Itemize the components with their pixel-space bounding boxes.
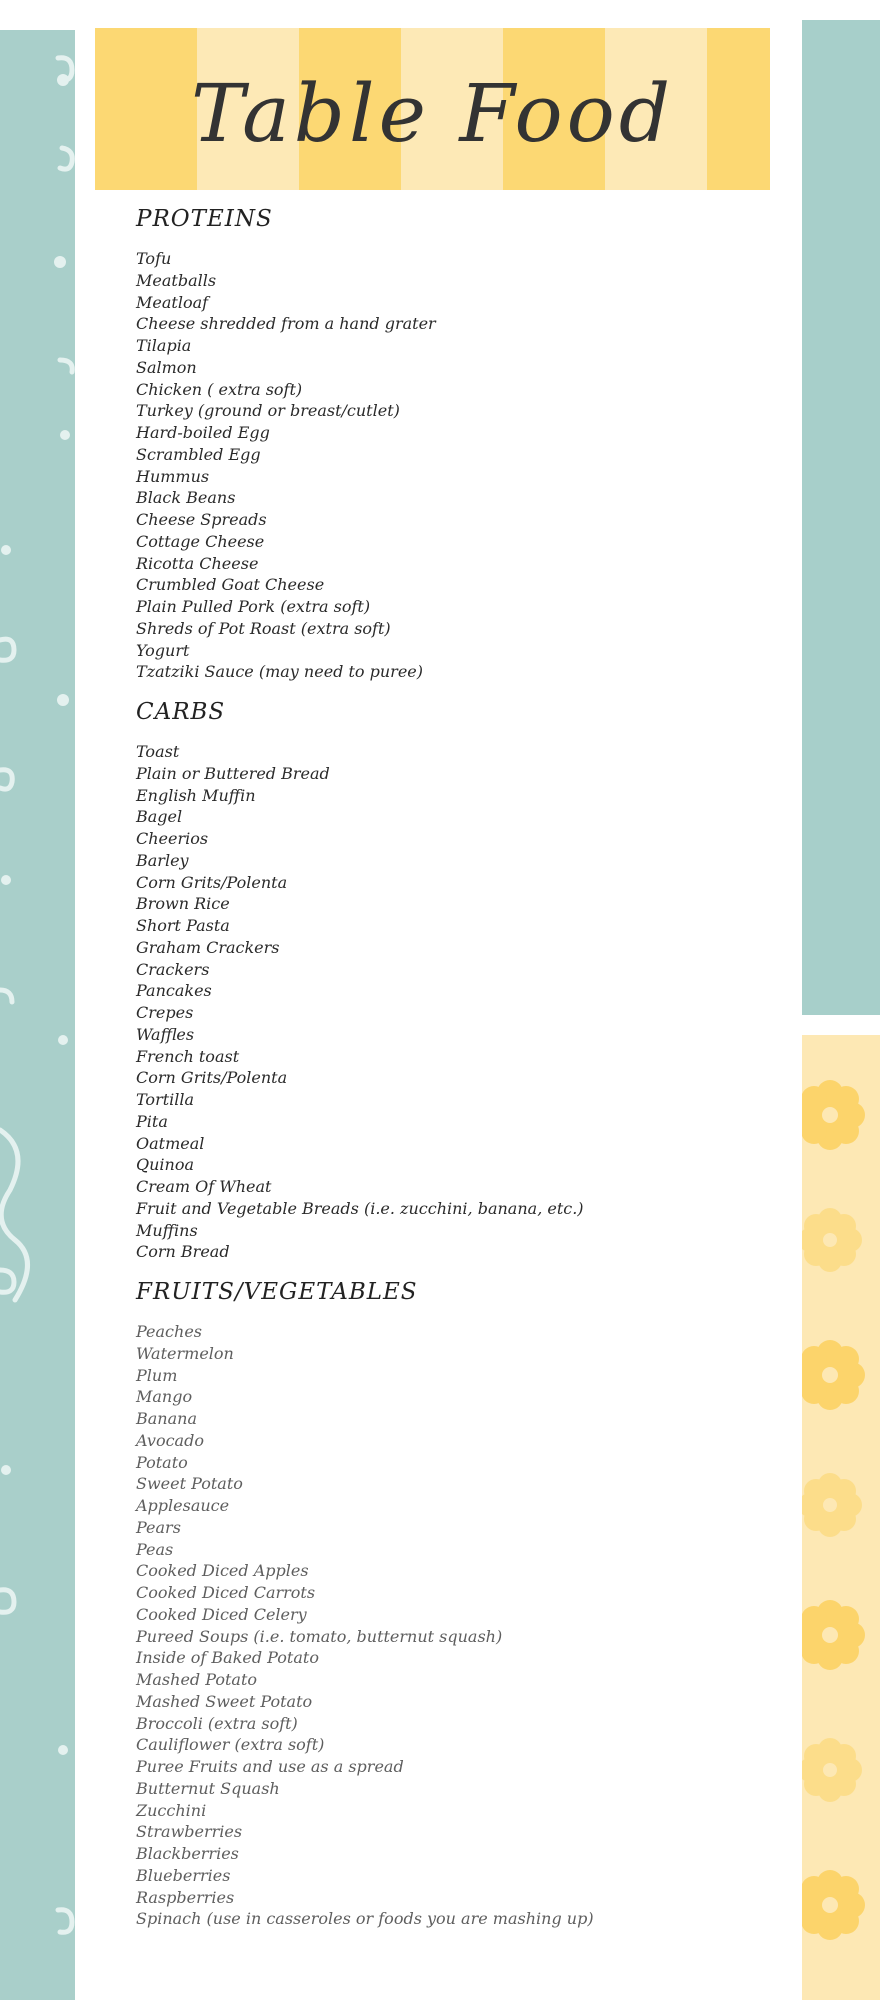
list-item: Raspberries [136, 1887, 235, 1907]
list-item: Oatmeal [136, 1133, 205, 1153]
right-teal-panel [802, 20, 880, 1015]
list-item: Tilapia [136, 336, 192, 355]
section-fruits-vegetables [136, 1277, 776, 1930]
list-item: Tofu [136, 249, 172, 268]
section-proteins [136, 204, 776, 683]
list-item: Avocado [136, 1430, 204, 1450]
list-item: Applesauce [136, 1496, 230, 1515]
list-item: Mashed Potato [136, 1670, 258, 1689]
list-item: Black Beans [136, 488, 236, 508]
list-item: Peas [136, 1539, 174, 1559]
list-item: Strawberries [136, 1822, 243, 1842]
food-list [136, 741, 776, 1263]
section-heading: PROTEINS [136, 206, 273, 232]
list-item: Cheerios [136, 829, 209, 848]
list-item: English Muffin [136, 785, 256, 805]
page-title: Table Food [190, 66, 675, 160]
title-banner [95, 28, 770, 190]
list-item: Barley [136, 850, 189, 870]
list-item: Fruit and Vegetable Breads (i.e. zucchini, banana, etc.) [136, 1198, 584, 1218]
list-item: Peaches [136, 1322, 202, 1341]
list-item: Scrambled Egg [136, 444, 261, 464]
list-item: Tzatziki Sauce (may need to puree) [136, 662, 424, 682]
list-item: Inside of Baked Potato [136, 1648, 319, 1668]
list-item: Brown Rice [136, 894, 230, 914]
list-item: Graham Crackers [136, 937, 280, 957]
list-item: Cooked Diced Carrots [136, 1583, 316, 1602]
list-item: Crumbled Goat Cheese [136, 575, 325, 595]
list-item: Quinoa [136, 1155, 195, 1175]
list-item: Sweet Potato [136, 1474, 243, 1494]
list-item: Cauliflower (extra soft) [136, 1735, 325, 1755]
list-item: Blueberries [136, 1865, 231, 1885]
list-item: Tortilla [136, 1090, 195, 1109]
list-item: Crackers [136, 959, 210, 979]
list-item: Cooked Diced Celery [136, 1604, 307, 1624]
list-item: Cheese Spreads [136, 510, 267, 529]
list-item: Muffins [136, 1220, 198, 1240]
list-item: Shreds of Pot Roast (extra soft) [136, 618, 391, 638]
flower-pattern-icon [802, 1035, 880, 2000]
list-item: Pears [136, 1517, 181, 1537]
food-lists [136, 204, 776, 1930]
list-item: Mashed Sweet Potato [136, 1691, 313, 1711]
list-item: Toast [136, 742, 180, 761]
list-item: Watermelon [136, 1343, 234, 1363]
list-item: Plum [136, 1365, 178, 1385]
left-decorative-panel [0, 30, 75, 2000]
document-sheet [75, 0, 802, 2000]
section-heading: FRUITS/VEGETABLES [136, 1279, 418, 1305]
swirl-pattern-icon [0, 30, 75, 2000]
list-item: Plain or Buttered Bread [136, 763, 330, 783]
list-item: Cottage Cheese [136, 531, 265, 551]
food-list [136, 248, 776, 683]
list-item: Pita [136, 1111, 168, 1131]
list-item: Yogurt [136, 640, 190, 660]
list-item: Short Pasta [136, 916, 230, 935]
list-item: Cream Of Wheat [136, 1177, 272, 1196]
list-item: Turkey (ground or breast/cutlet) [136, 401, 400, 421]
list-item: Meatloaf [136, 292, 209, 312]
list-item: Crepes [136, 1003, 194, 1022]
list-item: Salmon [136, 357, 197, 377]
list-item: Cooked Diced Apples [136, 1561, 309, 1581]
section-carbs [136, 697, 776, 1263]
list-item: Plain Pulled Pork (extra soft) [136, 597, 371, 616]
food-list [136, 1321, 776, 1930]
list-item: Potato [136, 1452, 188, 1472]
list-item: Hard-boiled Egg [136, 423, 270, 442]
list-item: Puree Fruits and use as a spread [136, 1757, 404, 1776]
list-item: Chicken ( extra soft) [136, 379, 303, 399]
list-item: Cheese shredded from a hand grater [136, 314, 436, 334]
list-item: Bagel [136, 807, 183, 827]
list-item: Corn Grits/Polenta [136, 872, 288, 892]
list-item: French toast [136, 1046, 240, 1066]
list-item: Pancakes [136, 981, 212, 1001]
list-item: Pureed Soups (i.e. tomato, butternut squash) [136, 1626, 503, 1646]
list-item: Blackberries [136, 1844, 239, 1863]
list-item: Meatballs [136, 270, 217, 290]
list-item: Waffles [136, 1024, 195, 1044]
list-item: Butternut Squash [136, 1778, 280, 1798]
list-item: Ricotta Cheese [136, 553, 259, 573]
list-item: Spinach (use in casseroles or foods you are mashing up) [136, 1909, 594, 1929]
section-heading: CARBS [136, 699, 226, 725]
list-item: Mango [136, 1387, 193, 1407]
list-item: Hummus [136, 466, 210, 486]
list-item: Banana [136, 1409, 197, 1428]
list-item: Broccoli (extra soft) [136, 1713, 298, 1733]
list-item: Corn Grits/Polenta [136, 1068, 288, 1088]
list-item: Corn Bread [136, 1242, 230, 1262]
right-flower-panel [802, 1035, 880, 2000]
list-item: Zucchini [136, 1800, 207, 1820]
